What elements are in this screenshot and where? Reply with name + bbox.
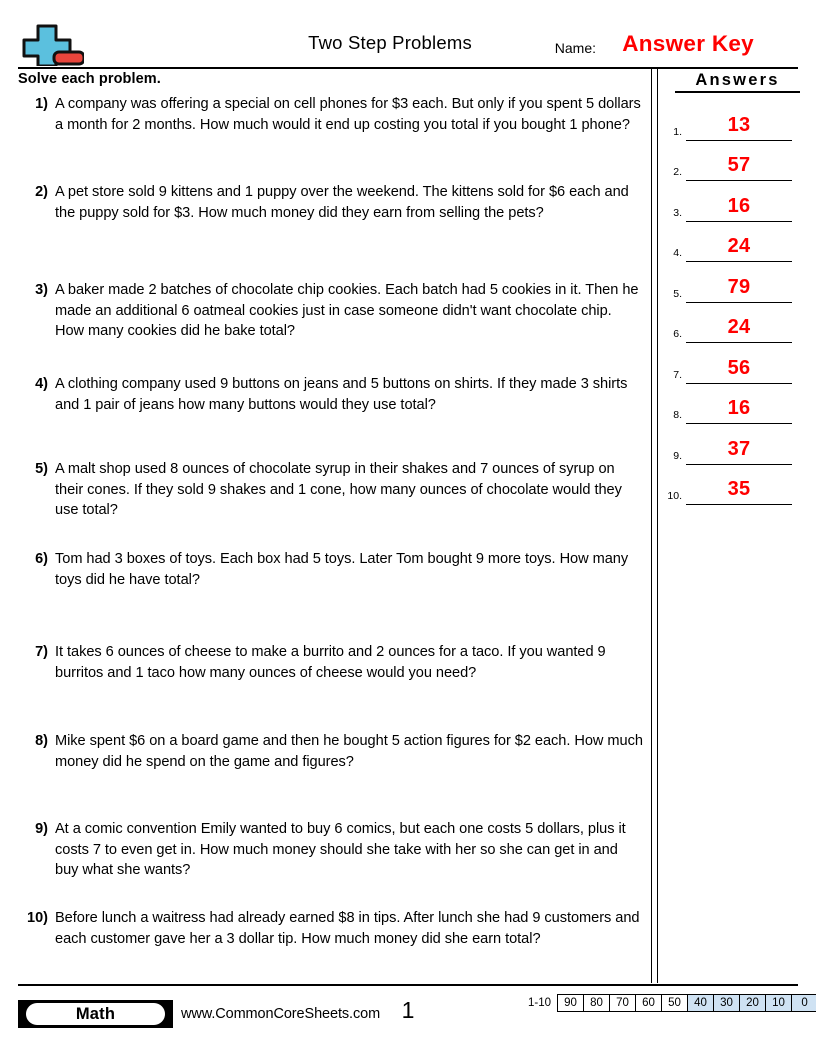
answer-index: 10. [667, 490, 682, 502]
page-header [18, 24, 798, 68]
scale-cell: 10 [766, 995, 792, 1011]
answer-value: 16 [727, 194, 751, 217]
answer-value: 24 [727, 316, 751, 338]
problem-text: A baker made 2 batches of chocolate chip cookies. Each batch had 5 cookies in it. Then he made an additional 6 oatmeal cookies just in case someone didn't want chocolate chip. How many cookies did he bake total? [55, 282, 639, 339]
answer-value: 37 [727, 437, 751, 460]
problem-item [18, 908, 644, 949]
answer-slot[interactable] [686, 315, 792, 343]
answers-list [660, 100, 805, 505]
problem-text: A clothing company used 9 buttons on jeans and 5 buttons on shirts. If they made 3 shirts and 1 pair of jeans how many buttons would they use total? [55, 376, 628, 413]
scale-cell: 20 [740, 995, 766, 1011]
answer-slot[interactable] [686, 477, 792, 505]
answer-value: 79 [727, 275, 751, 298]
scale-cell: 90 [558, 995, 584, 1011]
scale-cell: 50 [662, 995, 688, 1011]
answer-key-badge: Answer Key [622, 31, 754, 56]
answer-row [660, 222, 805, 263]
answer-row [660, 343, 805, 384]
answer-value: 57 [727, 154, 751, 176]
answers-heading: Answers [675, 71, 800, 93]
scale-cell: 30 [714, 995, 740, 1011]
problem-number: 4) [35, 376, 48, 392]
problem-item [18, 182, 644, 223]
problem-item [18, 549, 644, 590]
problem-item [18, 819, 644, 881]
answer-index: 7. [673, 368, 682, 381]
problem-item [18, 642, 644, 683]
answer-row [660, 424, 805, 465]
answer-index: 5. [673, 287, 682, 300]
answer-row [660, 262, 805, 303]
answer-row [660, 465, 805, 506]
problem-item [18, 459, 644, 521]
problem-text: It takes 6 ounces of cheese to make a burrito and 2 ounces for a taco. If you wanted 9 burritos and 1 taco how many ounces of cheese would you need? [55, 644, 606, 681]
answer-index: 2. [673, 166, 682, 178]
problem-text: At a comic convention Emily wanted to buy 6 comics, but each one costs 5 dollars, plus it costs 7 to even get in. How much money should she take with her so she can get in and buy what she wants? [55, 821, 626, 878]
problem-text: A pet store sold 9 kittens and 1 puppy over the weekend. The kittens sold for $6 each and the puppy sold for $3. How much money did they earn from selling the pets? [55, 184, 629, 221]
footer-divider-rule [18, 984, 798, 986]
answer-value: 56 [727, 356, 751, 379]
scale-cell: 80 [584, 995, 610, 1011]
problem-text: Before lunch a waitress had already earned $8 in tips. After lunch she had 9 customers and each customer gave her a 3 dollar tip. How much money did she earn total? [55, 910, 640, 947]
answer-value: 35 [727, 478, 751, 500]
scale-cell: 40 [688, 995, 714, 1011]
answer-index: 6. [673, 328, 682, 340]
problem-item [18, 280, 644, 342]
answer-index: 4. [673, 247, 682, 259]
scale-cell: 0 [792, 995, 816, 1011]
answer-value: 24 [727, 235, 751, 257]
answer-slot[interactable] [686, 194, 792, 222]
problem-number: 5) [35, 461, 48, 477]
answer-slot[interactable] [686, 356, 792, 384]
answer-slot[interactable] [686, 113, 792, 141]
problem-text: Mike spent $6 on a board game and then he bought 5 action figures for $2 each. How much money did he spend on the game and figures? [55, 733, 643, 770]
problem-item [18, 374, 644, 415]
site-url[interactable]: www.CommonCoreSheets.com [181, 1006, 381, 1022]
problem-text: A malt shop used 8 ounces of chocolate syrup in their shakes and 7 ounces of syrup on their cones. If they sold 9 shakes and 1 cone, how many ounces of chocolate would they use total? [55, 461, 622, 518]
answer-slot[interactable] [686, 275, 792, 303]
answer-row [660, 384, 805, 425]
answer-row [660, 100, 805, 141]
header-divider-rule [18, 67, 798, 69]
problem-number: 10) [27, 910, 48, 926]
problem-number: 1) [35, 96, 48, 112]
scoring-scale [528, 994, 816, 1012]
problem-text: Tom had 3 boxes of toys. Each box had 5 toys. Later Tom bought 9 more toys. How many toys did he have total? [55, 551, 629, 588]
answer-slot[interactable] [686, 396, 792, 424]
problem-text: A company was offering a special on cell phones for $3 each. But only if you spent 5 dollars a month for 2 months. How much would it end up costing you total if you bought 1 phone? [55, 96, 641, 133]
answer-value: 16 [727, 397, 751, 419]
problem-item [18, 94, 644, 135]
problem-number: 3) [35, 282, 48, 298]
problem-item [18, 731, 644, 772]
problem-number: 6) [35, 551, 48, 567]
instruction-text: Solve each problem. [18, 71, 161, 87]
scale-cells [557, 994, 816, 1012]
answer-index: 9. [673, 449, 682, 462]
answer-index: 1. [673, 125, 682, 138]
scale-cell: 60 [636, 995, 662, 1011]
name-label: Name: [554, 40, 596, 56]
column-divider [651, 69, 658, 983]
problem-number: 9) [35, 821, 48, 837]
answer-slot[interactable] [686, 234, 792, 262]
answer-row [660, 181, 805, 222]
answer-row [660, 141, 805, 182]
answer-value: 13 [727, 113, 751, 136]
problem-number: 7) [35, 644, 48, 660]
answer-index: 3. [673, 206, 682, 219]
scale-range-label: 1-10 [528, 997, 552, 1009]
page-number: 1 [401, 997, 415, 1023]
answer-slot[interactable] [686, 153, 792, 181]
answer-slot[interactable] [686, 437, 792, 465]
scale-cell: 70 [610, 995, 636, 1011]
subject-badge-label: Math [26, 1003, 165, 1025]
page-title: Two Step Problems [308, 32, 472, 53]
answer-index: 8. [673, 409, 682, 421]
problem-number: 2) [35, 184, 48, 200]
answer-row [660, 303, 805, 344]
problem-number: 8) [35, 733, 48, 749]
